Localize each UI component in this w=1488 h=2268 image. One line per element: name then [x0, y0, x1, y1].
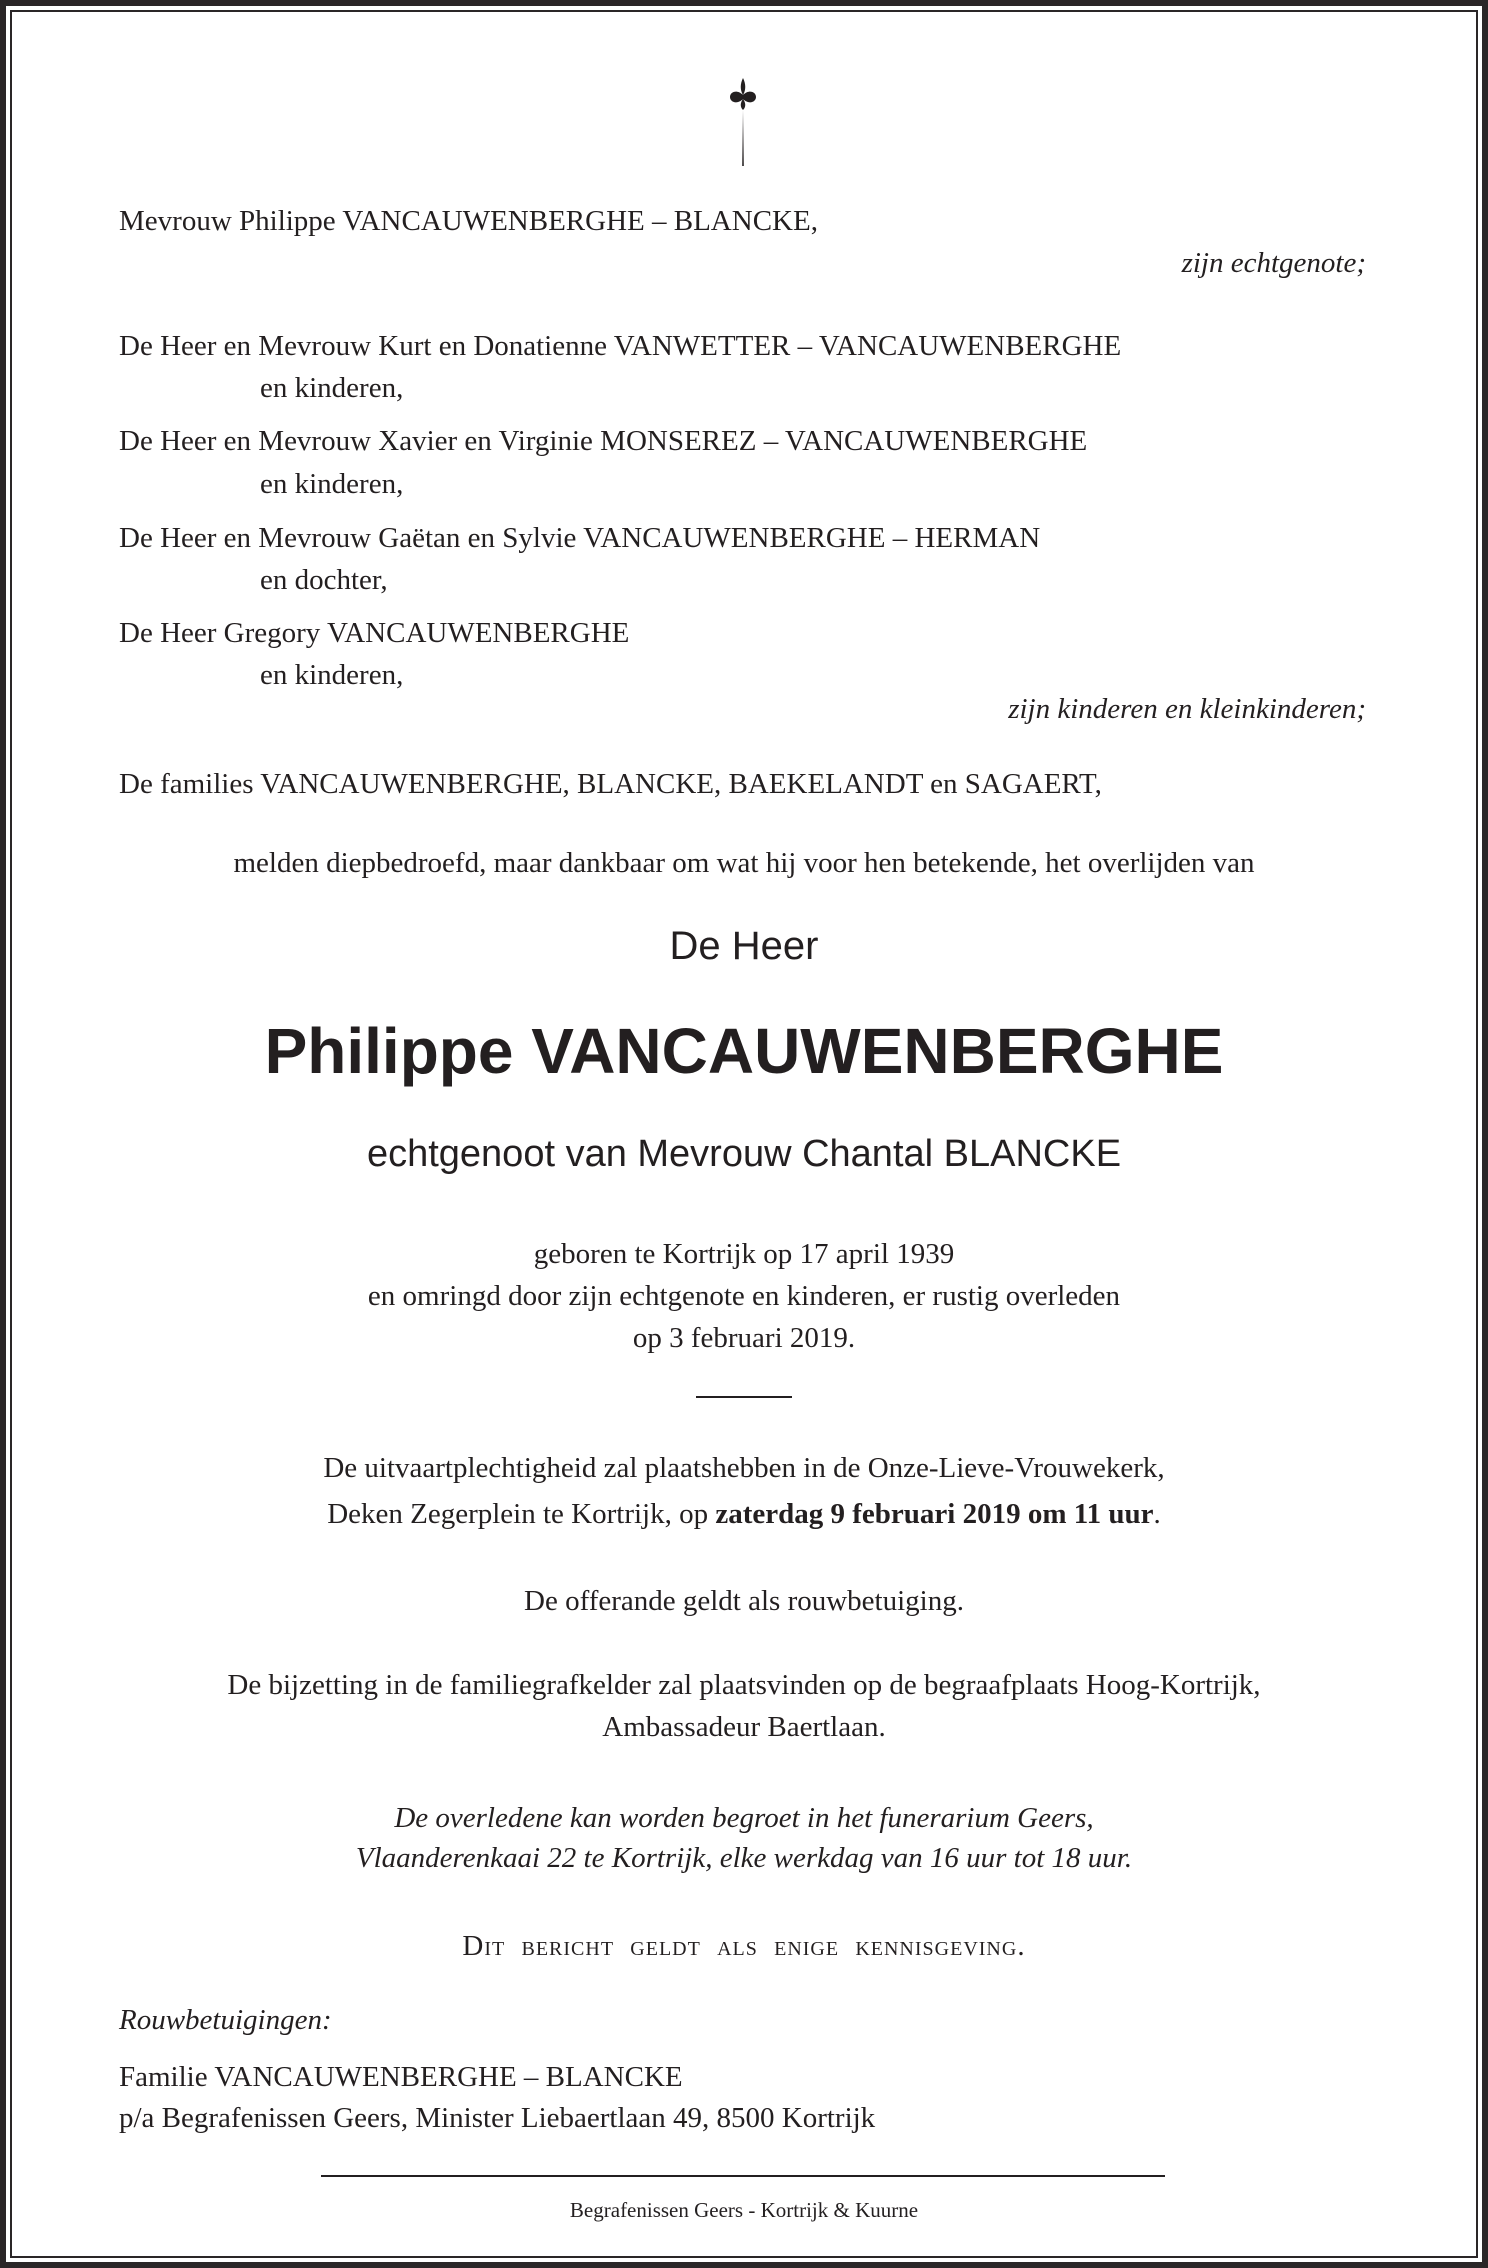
- condolences-label: Rouwbetuigingen:: [119, 2004, 332, 2036]
- ceremony-line1: De uitvaartplechtigheid zal plaatshebben in de Onze-Lieve-Vrouwekerk,: [323, 1452, 1165, 1484]
- child-sub: en kinderen,: [260, 659, 404, 691]
- deceased-name: Philippe VANCAUWENBERGHE: [264, 1015, 1224, 1087]
- ceremony-line2: [0, 1496, 1488, 1532]
- burial-line1: De bijzetting in de familiegrafkelder zal plaatsvinden op de begraafplaats Hoog-Kortrijk,: [227, 1669, 1261, 1701]
- child-name: De Heer en Mevrouw Xavier en Virginie MONSEREZ – VANCAUWENBERGHE: [119, 425, 1088, 457]
- ceremony-datetime: zaterdag 9 februari 2019 om 11 uur: [715, 1498, 1154, 1530]
- birth-line: geboren te Kortrijk op 17 april 1939: [533, 1238, 955, 1270]
- announcement: melden diepbedroefd, maar dankbaar om wat hij voor hen betekende, het overlijden van: [233, 847, 1255, 879]
- deceased-spouse: echtgenoot van Mevrouw Chantal BLANCKE: [366, 1133, 1122, 1175]
- child-name: De Heer en Mevrouw Gaëtan en Sylvie VANCAUWENBERGHE – HERMAN: [119, 522, 1041, 554]
- cross-icon: [728, 78, 758, 166]
- ceremony-period: .: [1153, 1498, 1161, 1530]
- condolences-address: p/a Begrafenissen Geers, Minister Liebaertlaan 49, 8500 Kortrijk: [119, 2102, 876, 2134]
- footer-rule: [321, 2175, 1165, 2177]
- ceremony-location: Deken Zegerplein te Kortrijk, op: [327, 1498, 716, 1530]
- offering-line: De offerande geldt als rouwbetuiging.: [524, 1585, 964, 1617]
- notice-line: Dit bericht geldt als enige kennisgeving.: [462, 1930, 1026, 1962]
- deceased-title: De Heer: [669, 924, 819, 968]
- child-sub: en kinderen,: [260, 468, 404, 500]
- death-date: op 3 februari 2019.: [632, 1322, 856, 1354]
- child-name: De Heer en Mevrouw Kurt en Donatienne VANWETTER – VANCAUWENBERGHE: [119, 330, 1122, 362]
- condolences-name: Familie VANCAUWENBERGHE – BLANCKE: [119, 2061, 683, 2093]
- burial-line2: Ambassadeur Baertlaan.: [602, 1711, 886, 1743]
- child-sub: en kinderen,: [260, 372, 404, 404]
- children-role: zijn kinderen en kleinkinderen;: [1008, 693, 1366, 725]
- spouse-line: Mevrouw Philippe VANCAUWENBERGHE – BLANCKE,: [119, 205, 818, 237]
- footer-text: Begrafenissen Geers - Kortrijk & Kuurne: [569, 2198, 919, 2222]
- child-sub: en dochter,: [260, 564, 388, 596]
- spouse-role: zijn echtgenote;: [1181, 247, 1366, 279]
- families-line: De families VANCAUWENBERGHE, BLANCKE, BAEKELANDT en SAGAERT,: [119, 768, 1102, 800]
- visit-line2: Vlaanderenkaai 22 te Kortrijk, elke werkdag van 16 uur tot 18 uur.: [355, 1842, 1133, 1874]
- death-line: en omringd door zijn echtgenote en kinderen, er rustig overleden: [367, 1280, 1121, 1312]
- child-name: De Heer Gregory VANCAUWENBERGHE: [119, 617, 630, 649]
- visit-line1: De overledene kan worden begroet in het funerarium Geers,: [394, 1802, 1094, 1834]
- divider: [696, 1396, 792, 1398]
